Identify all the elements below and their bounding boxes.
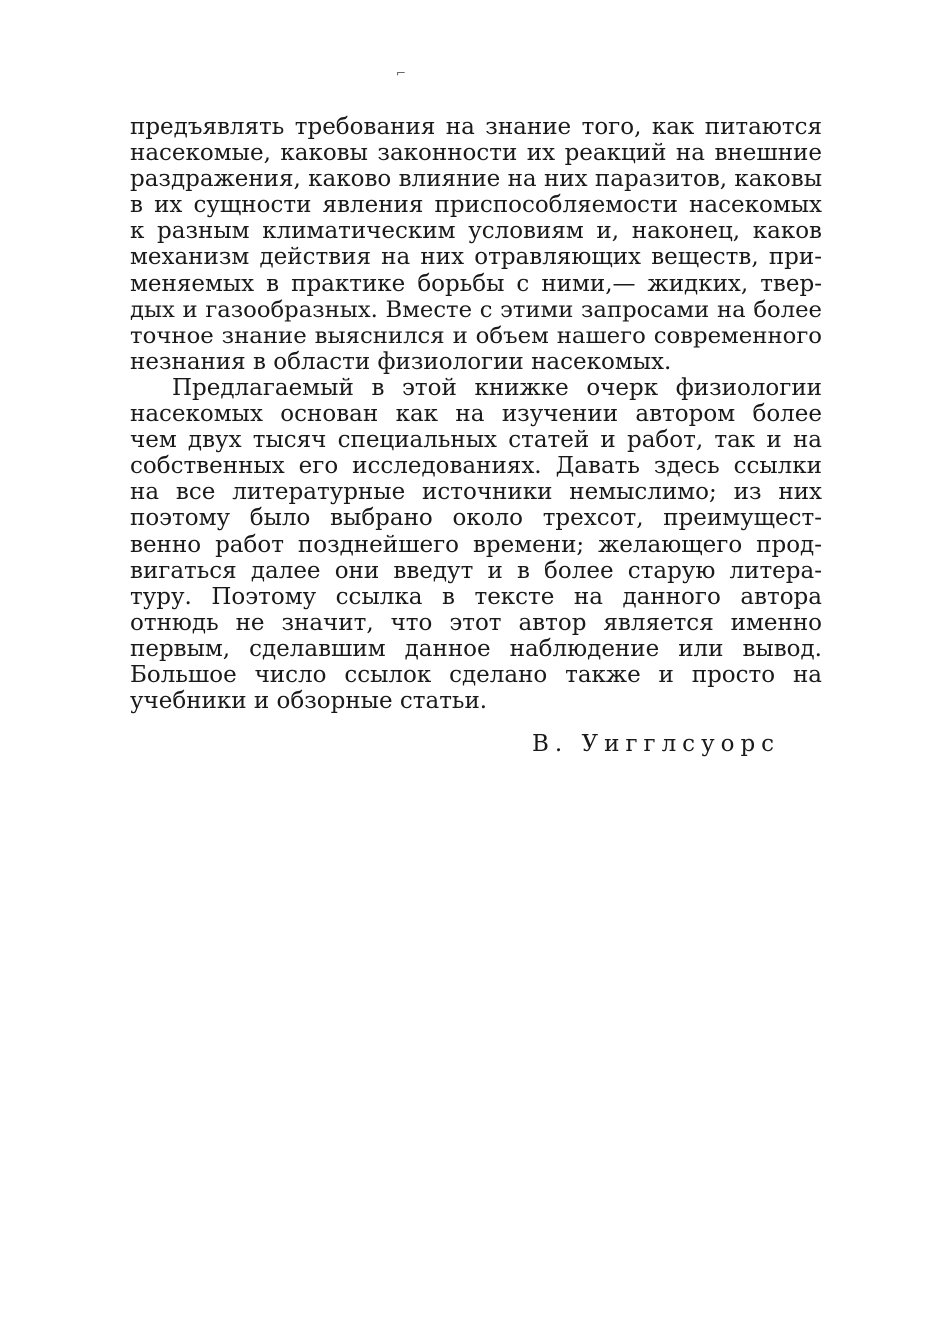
text-line: дых и газообразных. Вместе с этими запросами на более bbox=[130, 296, 822, 323]
text-line: первым, сделавшим данное наблюдение или вывод. bbox=[130, 635, 822, 662]
text-line: меняемых в практике борьбы с ними,— жидких, твер- bbox=[130, 270, 822, 297]
text-line: венно работ позднейшего времени; желающего прод- bbox=[130, 531, 822, 558]
text-line: отнюдь не значит, что этот автор является именно bbox=[130, 609, 822, 636]
text-line: раздражения, каково влияние на них паразитов, каковы bbox=[130, 166, 822, 193]
text-line: в их сущности явления приспособляемости насекомых bbox=[130, 192, 822, 219]
text-line: на все литературные источники немыслимо; из них bbox=[130, 479, 822, 506]
text-line: механизм действия на них отравляющих веществ, при- bbox=[130, 244, 822, 271]
paragraph-1 bbox=[130, 114, 822, 375]
text-line: собственных его исследованиях. Давать здесь ссылки bbox=[130, 453, 822, 480]
text-line: незнания в области физиологии насекомых. bbox=[130, 348, 672, 375]
text-line: предъявлять требования на знание того, как питаются bbox=[130, 114, 822, 140]
scan-mark: ⌐ bbox=[396, 66, 407, 80]
author-signature: В. Уигглсуорс bbox=[532, 731, 781, 757]
text-line: туру. Поэтому ссылка в тексте на данного автора bbox=[130, 583, 822, 610]
text-line: учебники и обзорные статьи. bbox=[130, 688, 488, 715]
text-line: насекомые, каковы законности их реакций на внешние bbox=[130, 140, 822, 167]
text-line: чем двух тысяч специальных статей и работ, так и на bbox=[130, 427, 822, 454]
text-line: Большое число ссылок сделано также и просто на bbox=[130, 661, 822, 688]
paragraph-2 bbox=[130, 375, 822, 714]
text-line: вигаться далее они введут и в более старую литера- bbox=[130, 557, 822, 584]
text-line: точное знание выяснился и объем нашего современного bbox=[130, 322, 822, 349]
text-line: к разным климатическим условиям и, наконец, каков bbox=[130, 218, 822, 245]
text-line: насекомых основан как на изучении автором более bbox=[130, 401, 822, 428]
text-line: поэтому было выбрано около трехсот, преимущест- bbox=[130, 505, 822, 532]
text-line: Предлагаемый в этой книжке очерк физиологии bbox=[172, 374, 822, 401]
body-text bbox=[130, 114, 822, 714]
